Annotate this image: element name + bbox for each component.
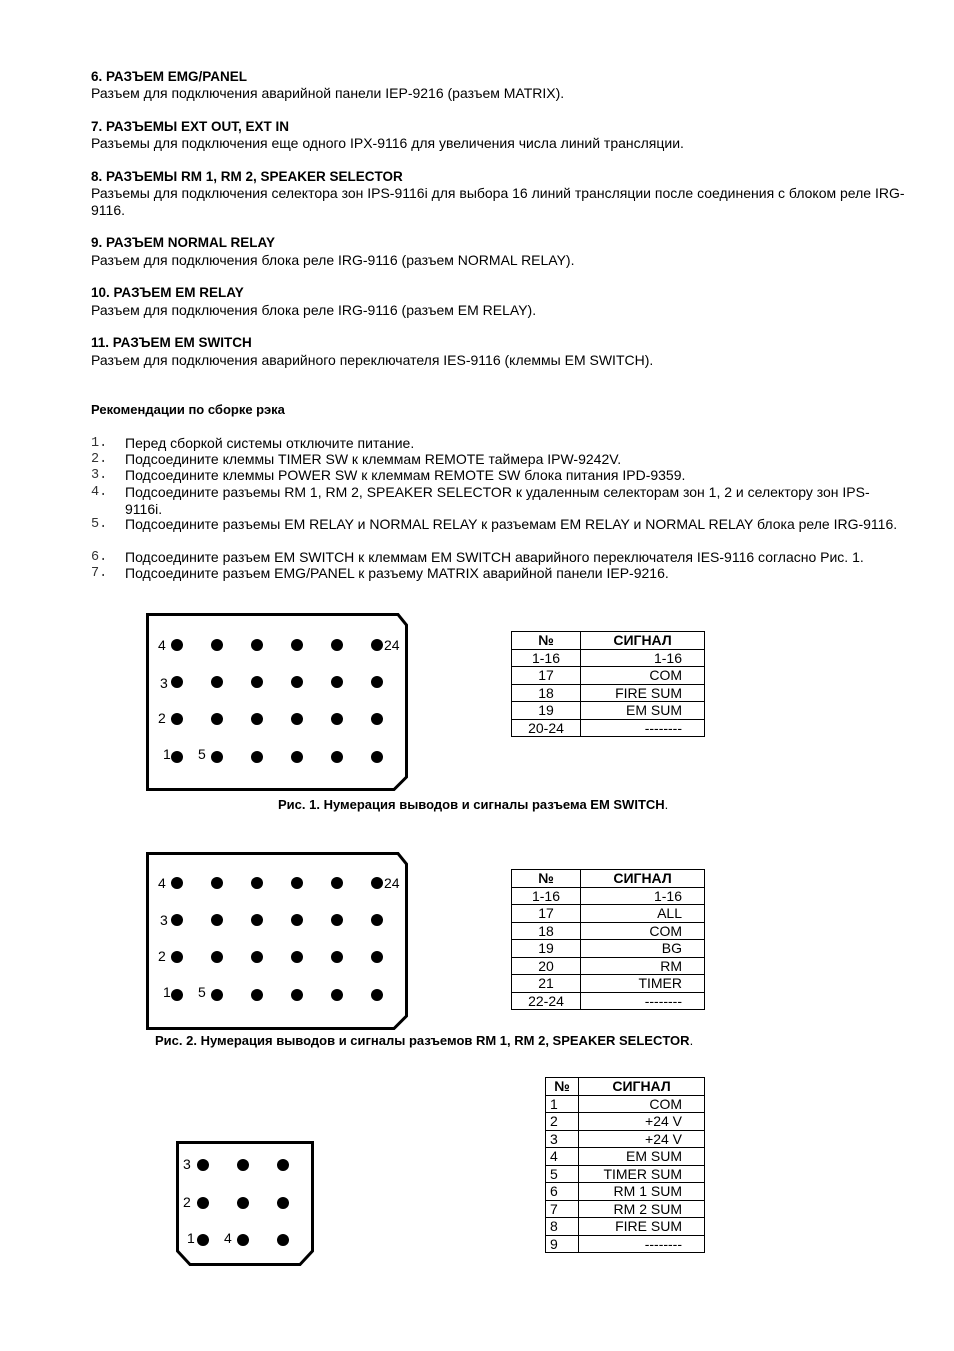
- connector-pin: [251, 713, 263, 725]
- list-item-number: 7.: [91, 566, 108, 581]
- table-header-row: [512, 632, 705, 650]
- pin-label: 4: [158, 875, 166, 891]
- pin-number-cell: 3: [546, 1130, 579, 1148]
- connector-pin: [331, 914, 343, 926]
- connector-pin: [291, 877, 303, 889]
- rm-speaker-selector-connector-diagram: [146, 852, 408, 1030]
- pin-label: 3: [183, 1156, 191, 1172]
- table-row: [546, 1183, 705, 1201]
- connector-pin: [211, 914, 223, 926]
- pin-label: 24: [384, 637, 400, 653]
- connector-pin: [371, 877, 383, 889]
- connector-pin: [211, 877, 223, 889]
- table-row: [512, 992, 705, 1010]
- connector-pin: [291, 639, 303, 651]
- connector-pin: [171, 751, 183, 763]
- connector-pin: [171, 951, 183, 963]
- table-row: [512, 975, 705, 993]
- connector-pin: [331, 639, 343, 651]
- connector-pin: [171, 713, 183, 725]
- pin-number-cell: 18: [512, 684, 581, 702]
- pin-number-cell: 22-24: [512, 992, 581, 1010]
- pin-number-cell: 17: [512, 905, 581, 923]
- pin-label: 2: [158, 948, 166, 964]
- table-row: [546, 1148, 705, 1166]
- section-11-body: Разъем для подключения аварийного переключателя IES-9116 (клеммы EM SWITCH).: [91, 352, 654, 368]
- pin-number-cell: 20: [512, 957, 581, 975]
- pin-number-cell: 21: [512, 975, 581, 993]
- list-item-text: Перед сборкой системы отключите питание.: [125, 435, 415, 451]
- connector-pin: [251, 639, 263, 651]
- signal-cell: --------: [581, 719, 705, 737]
- pin-number-cell: 9: [546, 1235, 579, 1253]
- connector-pin: [331, 713, 343, 725]
- pin-number-cell: 6: [546, 1183, 579, 1201]
- connector-pin: [171, 989, 183, 1001]
- table-row: [546, 1218, 705, 1236]
- connector-pin: [237, 1234, 249, 1246]
- signal-cell: 1-16: [581, 649, 705, 667]
- column-header-signal: СИГНАЛ: [581, 870, 705, 888]
- connector-pin: [171, 676, 183, 688]
- connector-pin: [371, 989, 383, 1001]
- pin-label: 4: [158, 637, 166, 653]
- pin-label: 2: [183, 1194, 191, 1210]
- list-item-text: Подсоедините клеммы TIMER SW к клеммам REMOTE таймера IPW-9242V.: [125, 451, 622, 467]
- connector-pin: [371, 713, 383, 725]
- table-row: [546, 1113, 705, 1131]
- em-switch-connector-diagram: [146, 613, 408, 791]
- pin-number-cell: 7: [546, 1200, 579, 1218]
- pin-number-cell: 2: [546, 1113, 579, 1131]
- section-8-body: Разъемы для подключения селектора зон IPS-9116i для выбора 16 линий трансляции после соединения с блоком реле IRG-9116.: [91, 185, 905, 218]
- table-header-row: [512, 870, 705, 888]
- signal-cell: EM SUM: [581, 702, 705, 720]
- table-row: [546, 1095, 705, 1113]
- connector-pin: [291, 676, 303, 688]
- table-header-row: [546, 1078, 705, 1096]
- list-item-number: 5.: [91, 517, 108, 532]
- signal-cell: 1-16: [581, 887, 705, 905]
- connector-pin: [331, 676, 343, 688]
- list-item-number: 4.: [91, 485, 108, 500]
- connector-pin: [237, 1197, 249, 1209]
- section-10-title: 10. РАЗЪЕМ EM RELAY: [91, 285, 244, 300]
- connector-pin: [251, 676, 263, 688]
- connector-pin: [371, 951, 383, 963]
- connector-pin: [371, 676, 383, 688]
- table-row: [512, 702, 705, 720]
- table-row: [512, 649, 705, 667]
- list-item-number: 3.: [91, 468, 108, 483]
- table-row: [512, 905, 705, 923]
- connector-pin: [291, 713, 303, 725]
- connector-pin: [331, 989, 343, 1001]
- signal-cell: FIRE SUM: [581, 684, 705, 702]
- connector-pin: [277, 1159, 289, 1171]
- signal-cell: EM SUM: [579, 1148, 705, 1166]
- connector-pin: [371, 751, 383, 763]
- connector-pin: [251, 914, 263, 926]
- pin-number-cell: 17: [512, 667, 581, 685]
- connector-pin: [237, 1159, 249, 1171]
- table-row: [512, 667, 705, 685]
- pin-number-cell: 5: [546, 1165, 579, 1183]
- signal-cell: RM 1 SUM: [579, 1183, 705, 1201]
- pin-label: 5: [198, 984, 206, 1000]
- pin-label: 3: [160, 912, 168, 928]
- list-item-text: Подсоедините разъем EM SWITCH к клеммам EM SWITCH аварийного переключателя IES-9116 согласно Рис. 1.: [125, 549, 864, 565]
- pin-label: 2: [158, 710, 166, 726]
- list-item-text: Подсоедините разъемы RM 1, RM 2, SPEAKER SELECTOR к удаленным селекторам зон 1, 2 и селектору зон IPS-9116i.: [125, 484, 870, 517]
- pin-number-cell: 1-16: [512, 887, 581, 905]
- figure-1-caption-period: .: [664, 797, 669, 812]
- figure-1-caption: [278, 797, 668, 812]
- pin-label: 4: [224, 1230, 232, 1246]
- column-header-number: №: [546, 1078, 579, 1096]
- signal-cell: FIRE SUM: [579, 1218, 705, 1236]
- connector-outline: [146, 613, 408, 791]
- signal-cell: +24 V: [579, 1113, 705, 1131]
- table-row: [546, 1165, 705, 1183]
- connector-pin: [277, 1234, 289, 1246]
- pin-number-cell: 20-24: [512, 719, 581, 737]
- pin-number-cell: 19: [512, 940, 581, 958]
- column-header-signal: СИГНАЛ: [581, 632, 705, 650]
- connector-pin: [211, 639, 223, 651]
- signal-cell: BG: [581, 940, 705, 958]
- list-item-text: Подсоедините разъемы EM RELAY и NORMAL RELAY к разъемам EM RELAY и NORMAL RELAY блока реле IRG-9116.: [125, 516, 898, 532]
- section-11-title: 11. РАЗЪЕМ EM SWITCH: [91, 335, 252, 350]
- list-item-text: Подсоедините разъем EMG/PANEL к разъему MATRIX аварийной панели IEP-9216.: [125, 565, 669, 581]
- section-6-body: Разъем для подключения аварийной панели IEP-9216 (разъем MATRIX).: [91, 85, 565, 101]
- connector-pin: [291, 751, 303, 763]
- connector-pin: [171, 639, 183, 651]
- connector-pin: [211, 751, 223, 763]
- em-switch-signal-table: [511, 631, 705, 737]
- pin-number-cell: 1: [546, 1095, 579, 1113]
- connector-pin: [197, 1234, 209, 1246]
- column-header-number: №: [512, 632, 581, 650]
- list-item-number: 2.: [91, 452, 108, 467]
- signal-cell: COM: [579, 1095, 705, 1113]
- table-row: [512, 887, 705, 905]
- signal-cell: RM: [581, 957, 705, 975]
- figure-2-caption-period: .: [689, 1033, 694, 1048]
- pin-label: 1: [163, 984, 171, 1000]
- connector-pin: [331, 877, 343, 889]
- connector-outline: [146, 852, 408, 1030]
- nine-pin-signal-table: [545, 1077, 705, 1253]
- signal-cell: TIMER SUM: [579, 1165, 705, 1183]
- figure-2-caption: [155, 1033, 693, 1048]
- table-row: [512, 719, 705, 737]
- table-row: [512, 922, 705, 940]
- pin-label: 3: [160, 675, 168, 691]
- list-item-number: 6.: [91, 550, 108, 565]
- pin-number-cell: 8: [546, 1218, 579, 1236]
- signal-cell: COM: [581, 667, 705, 685]
- column-header-signal: СИГНАЛ: [579, 1078, 705, 1096]
- pin-label: 5: [198, 746, 206, 762]
- table-row: [512, 684, 705, 702]
- signal-cell: ALL: [581, 905, 705, 923]
- signal-cell: --------: [581, 992, 705, 1010]
- list-item-number: 1.: [91, 436, 108, 451]
- connector-pin: [371, 914, 383, 926]
- pin-number-cell: 19: [512, 702, 581, 720]
- signal-cell: RM 2 SUM: [579, 1200, 705, 1218]
- connector-pin: [171, 914, 183, 926]
- connector-pin: [197, 1197, 209, 1209]
- connector-pin: [291, 914, 303, 926]
- connector-pin: [171, 877, 183, 889]
- table-row: [546, 1200, 705, 1218]
- connector-pin: [291, 989, 303, 1001]
- section-8-title: 8. РАЗЪЕМЫ RM 1, RM 2, SPEAKER SELECTOR: [91, 169, 403, 184]
- rm-speaker-selector-signal-table: [511, 869, 705, 1010]
- connector-pin: [211, 951, 223, 963]
- table-row: [512, 957, 705, 975]
- connector-pin: [277, 1197, 289, 1209]
- figure-2-caption-text: Рис. 2. Нумерация выводов и сигналы разъемов RM 1, RM 2, SPEAKER SELECTOR: [155, 1033, 690, 1048]
- pin-number-cell: 18: [512, 922, 581, 940]
- table-row: [546, 1130, 705, 1148]
- connector-pin: [251, 751, 263, 763]
- section-9-title: 9. РАЗЪЕМ NORMAL RELAY: [91, 235, 276, 250]
- pin-number-cell: 1-16: [512, 649, 581, 667]
- figure-1-caption-text: Рис. 1. Нумерация выводов и сигналы разъема EM SWITCH: [278, 797, 665, 812]
- section-9-body: Разъем для подключения блока реле IRG-9116 (разъем NORMAL RELAY).: [91, 252, 575, 268]
- pin-label: 1: [163, 746, 171, 762]
- connector-pin: [251, 877, 263, 889]
- pin-label: 1: [187, 1230, 195, 1246]
- connector-pin: [291, 951, 303, 963]
- connector-pin: [331, 951, 343, 963]
- signal-cell: COM: [581, 922, 705, 940]
- section-6-title: 6. РАЗЪЕМ EMG/PANEL: [91, 69, 248, 84]
- table-row: [546, 1235, 705, 1253]
- section-7-title: 7. РАЗЪЕМЫ EXT OUT, EXT IN: [91, 119, 290, 134]
- recommendations-title: Рекомендации по сборке рэка: [91, 402, 285, 417]
- list-item-text: Подсоедините клеммы POWER SW к клеммам REMOTE SW блока питания IPD-9359.: [125, 467, 686, 483]
- pin-number-cell: 4: [546, 1148, 579, 1166]
- table-row: [512, 940, 705, 958]
- connector-pin: [211, 713, 223, 725]
- connector-pin: [211, 989, 223, 1001]
- connector-pin: [251, 951, 263, 963]
- column-header-number: №: [512, 870, 581, 888]
- section-7-body: Разъемы для подключения еще одного IPX-9116 для увеличения числа линий трансляции.: [91, 135, 684, 151]
- connector-pin: [211, 676, 223, 688]
- section-10-body: Разъем для подключения блока реле IRG-9116 (разъем EM RELAY).: [91, 302, 537, 318]
- signal-cell: TIMER: [581, 975, 705, 993]
- signal-cell: --------: [579, 1235, 705, 1253]
- connector-pin: [331, 751, 343, 763]
- pin-label: 24: [384, 875, 400, 891]
- connector-pin: [197, 1159, 209, 1171]
- signal-cell: +24 V: [579, 1130, 705, 1148]
- connector-pin: [371, 639, 383, 651]
- connector-pin: [251, 989, 263, 1001]
